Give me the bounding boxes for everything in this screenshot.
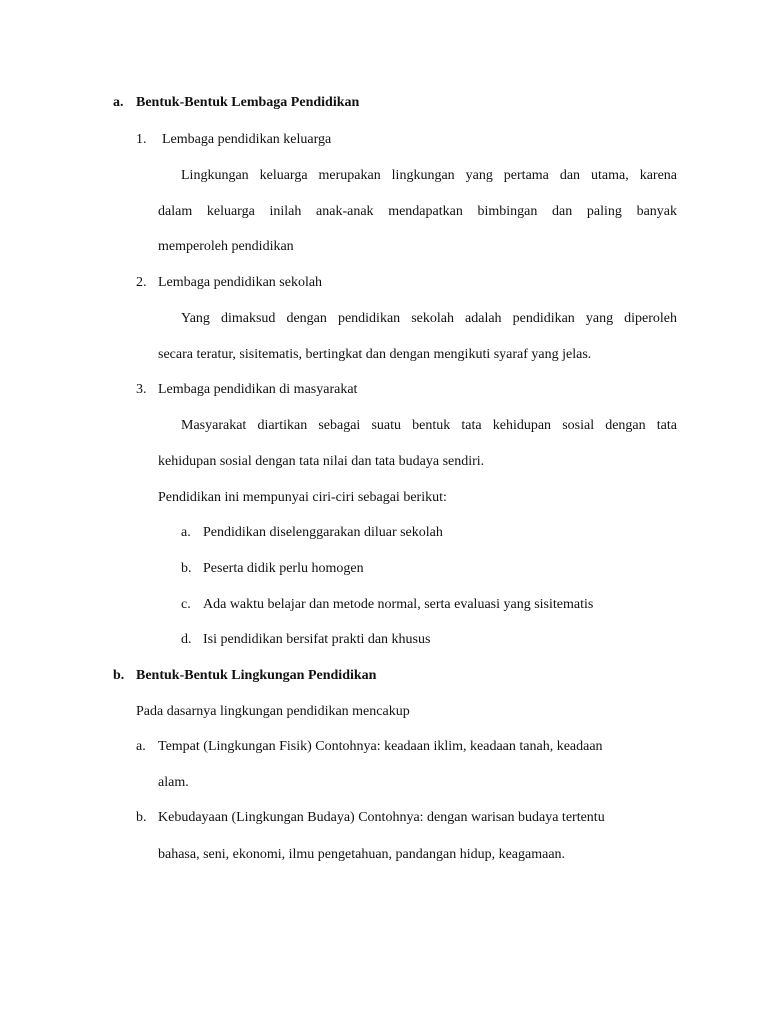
item-2-paragraph-line-1: Yang dimaksud dengan pendidikan sekolah adalah pendidikan yang diperoleh (181, 311, 677, 326)
item-1-paragraph-line-3: memperoleh pendidikan (158, 239, 294, 254)
item-3-intro: Pendidikan ini mempunyai ciri-ciri sebagai berikut: (158, 490, 447, 505)
subitem-c-marker: c. (181, 597, 191, 612)
section-b-item-b-line-1: Kebudayaan (Lingkungan Budaya) Contohnya: dengan warisan budaya tertentu (158, 810, 605, 825)
item-1-title: Lembaga pendidikan keluarga (162, 132, 332, 147)
item-3-title: Lembaga pendidikan di masyarakat (158, 382, 358, 397)
item-3-paragraph-line-1: Masyarakat diartikan sebagai suatu bentuk tata kehidupan sosial dengan tata (181, 418, 677, 433)
subitem-a-text: Pendidikan diselenggarakan diluar sekolah (203, 525, 443, 540)
subitem-d-marker: d. (181, 632, 192, 647)
section-b-item-a-marker: a. (136, 739, 146, 754)
subitem-b-text: Peserta didik perlu homogen (203, 561, 364, 576)
section-b-item-b-line-2: bahasa, seni, ekonomi, ilmu pengetahuan, pandangan hidup, keagamaan. (158, 847, 566, 862)
item-2-paragraph-line-2: secara teratur, sisitematis, bertingkat dan dengan mengikuti syaraf yang jelas. (158, 347, 592, 362)
item-1-paragraph-line-1: Lingkungan keluarga merupakan lingkungan yang pertama dan utama, karena (181, 168, 677, 183)
subitem-d-text: Isi pendidikan bersifat prakti dan khusus (203, 632, 431, 647)
section-b-intro: Pada dasarnya lingkungan pendidikan mencakup (136, 704, 410, 719)
item-1-paragraph-line-2: dalam keluarga inilah anak-anak mendapatkan bimbingan dan paling banyak (158, 204, 677, 219)
section-a-heading: Bentuk-Bentuk Lembaga Pendidikan (136, 95, 360, 110)
section-b-marker: b. (113, 668, 125, 683)
subitem-c-text: Ada waktu belajar dan metode normal, serta evaluasi yang sisitematis (203, 597, 594, 612)
section-b-heading: Bentuk-Bentuk Lingkungan Pendidikan (136, 668, 377, 683)
item-3-marker: 3. (136, 382, 147, 397)
section-b-item-a-line-1: Tempat (Lingkungan Fisik) Contohnya: keadaan iklim, keadaan tanah, keadaan (158, 739, 603, 754)
section-b-item-b-marker: b. (136, 810, 147, 825)
subitem-a-marker: a. (181, 525, 191, 540)
section-a-marker: a. (113, 95, 124, 110)
section-b-item-a-line-2: alam. (158, 775, 189, 790)
item-2-title: Lembaga pendidikan sekolah (158, 275, 323, 290)
subitem-b-marker: b. (181, 561, 192, 576)
item-2-marker: 2. (136, 275, 147, 290)
item-1-marker: 1. (136, 132, 147, 147)
item-3-paragraph-line-2: kehidupan sosial dengan tata nilai dan tata budaya sendiri. (158, 454, 485, 469)
